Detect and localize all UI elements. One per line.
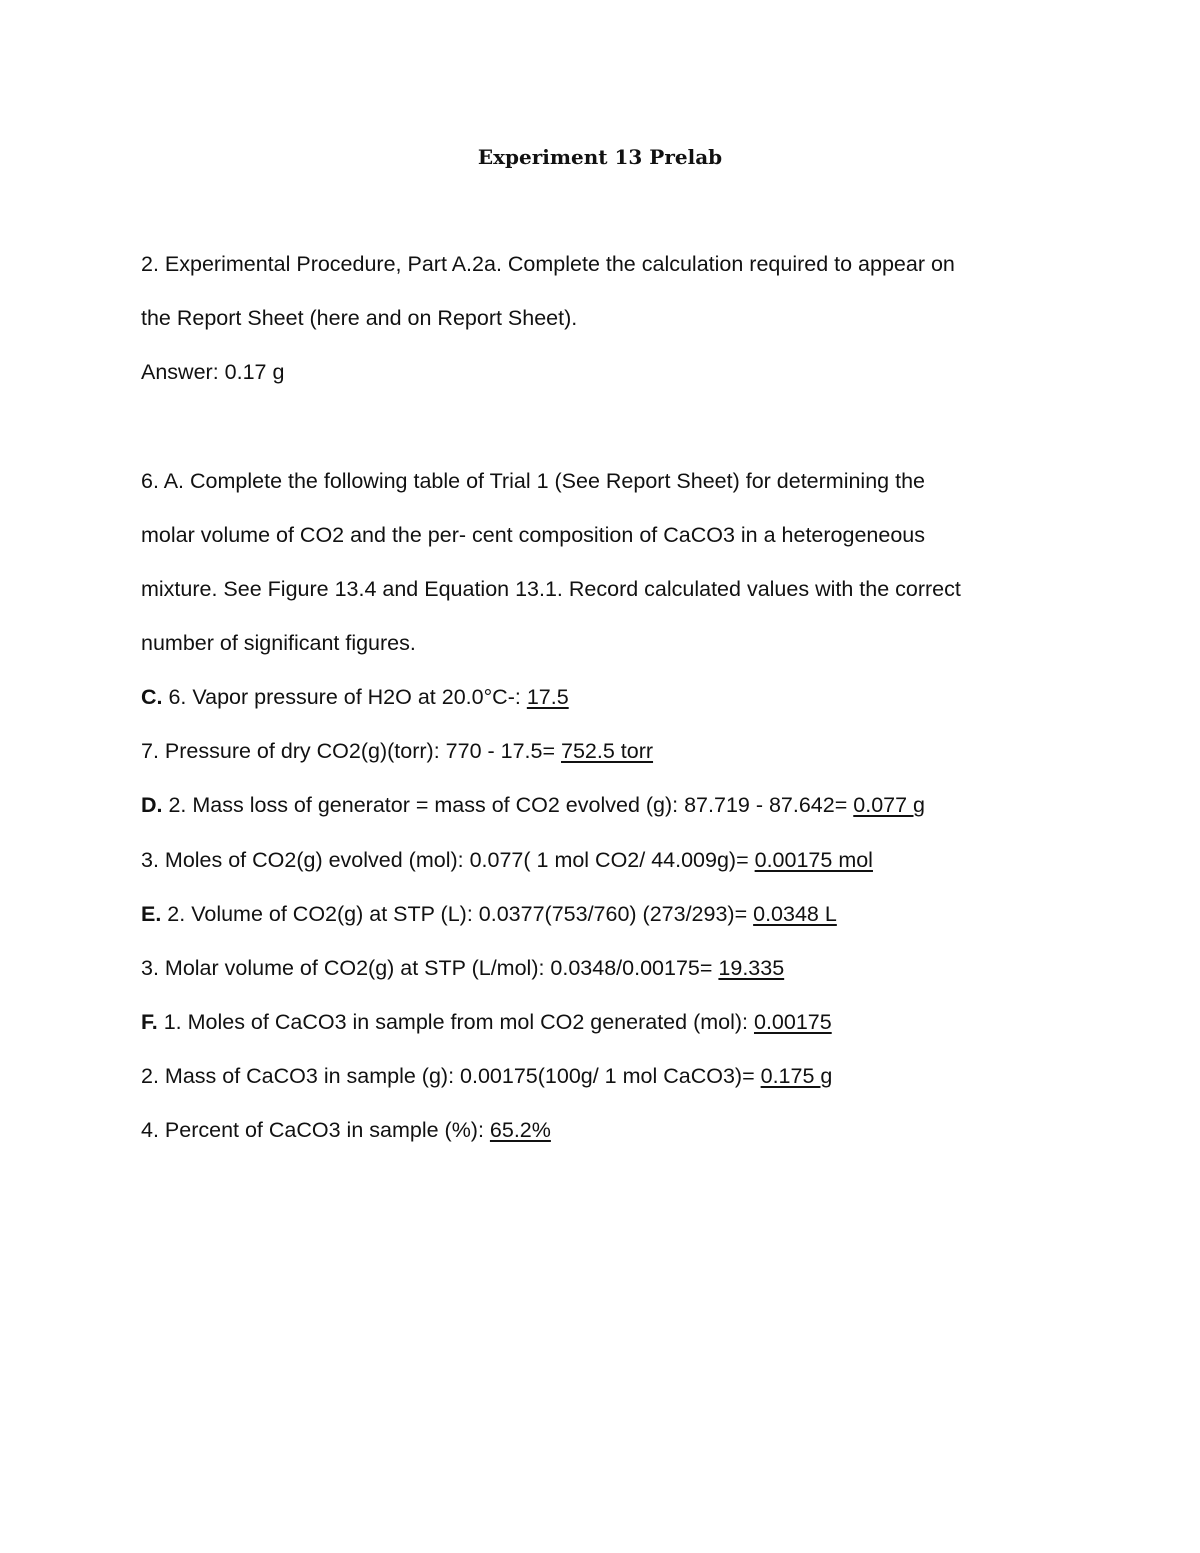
item-text: 6. Vapor pressure of H2O at 20.0°C-:: [162, 685, 527, 709]
item-e2-volume-co2: [141, 899, 837, 929]
item-text: 4. Percent of CaCO3 in sample (%):: [141, 1118, 490, 1142]
section-label: D.: [141, 793, 163, 817]
section-label: E.: [141, 902, 162, 926]
document-title: Experiment 13 Prelab: [477, 145, 723, 169]
item-c6-vapor-pressure: [141, 682, 569, 712]
item-text: 7. Pressure of dry CO2(g)(torr): 770 - 17.5=: [141, 739, 562, 763]
question-6-line-3: mixture. See Figure 13.4 and Equation 13.1. Record calculated values with the correct: [141, 577, 961, 601]
item-text: 2. Volume of CO2(g) at STP (L): 0.0377(753/760) (273/293)=: [161, 902, 754, 926]
section-label: F.: [141, 1010, 158, 1034]
item-3-molar-volume: [141, 953, 784, 983]
question-6-line-2: molar volume of CO2 and the per- cent composition of CaCO3 in a heterogeneous: [141, 523, 925, 547]
item-answer: 752.5 torr: [561, 739, 654, 763]
item-answer: 19.335: [718, 956, 785, 980]
item-answer: 0.00175 mol: [754, 848, 873, 872]
item-text: 3. Moles of CO2(g) evolved (mol): 0.077( 1 mol CO2/ 44.009g)=: [141, 848, 755, 872]
question-2-answer: Answer: 0.17 g: [141, 360, 285, 384]
item-d2-mass-loss: [141, 790, 925, 820]
item-text: 2. Mass loss of generator = mass of CO2 evolved (g): 87.719 - 87.642=: [162, 793, 854, 817]
item-answer: 65.2%: [489, 1118, 551, 1142]
item-answer: 0.077 g: [853, 793, 925, 817]
item-text: 2. Mass of CaCO3 in sample (g): 0.00175(100g/ 1 mol CaCO3)=: [141, 1064, 761, 1088]
item-f1-moles-caco3: [141, 1007, 832, 1037]
question-2-line-2: the Report Sheet (here and on Report Sheet).: [141, 306, 578, 330]
item-answer: 0.175 g: [760, 1064, 833, 1088]
item-2-mass-caco3: [141, 1061, 832, 1091]
item-7-pressure-dry-co2: [141, 736, 653, 766]
item-text: 1. Moles of CaCO3 in sample from mol CO2 generated (mol):: [157, 1010, 754, 1034]
question-2-line-1: 2. Experimental Procedure, Part A.2a. Complete the calculation required to appear on: [141, 252, 955, 276]
item-text: 3. Molar volume of CO2(g) at STP (L/mol): 0.0348/0.00175=: [141, 956, 719, 980]
item-4-percent-caco3: [141, 1115, 551, 1145]
item-answer: 17.5: [526, 685, 569, 709]
item-answer: 0.00175: [753, 1010, 832, 1034]
item-3-moles-co2: [141, 845, 873, 875]
question-6-line-4: number of significant figures.: [141, 631, 416, 655]
question-6-line-1: 6. A. Complete the following table of Trial 1 (See Report Sheet) for determining the: [141, 469, 925, 493]
item-answer: 0.0348 L: [753, 902, 837, 926]
section-label: C.: [141, 685, 163, 709]
